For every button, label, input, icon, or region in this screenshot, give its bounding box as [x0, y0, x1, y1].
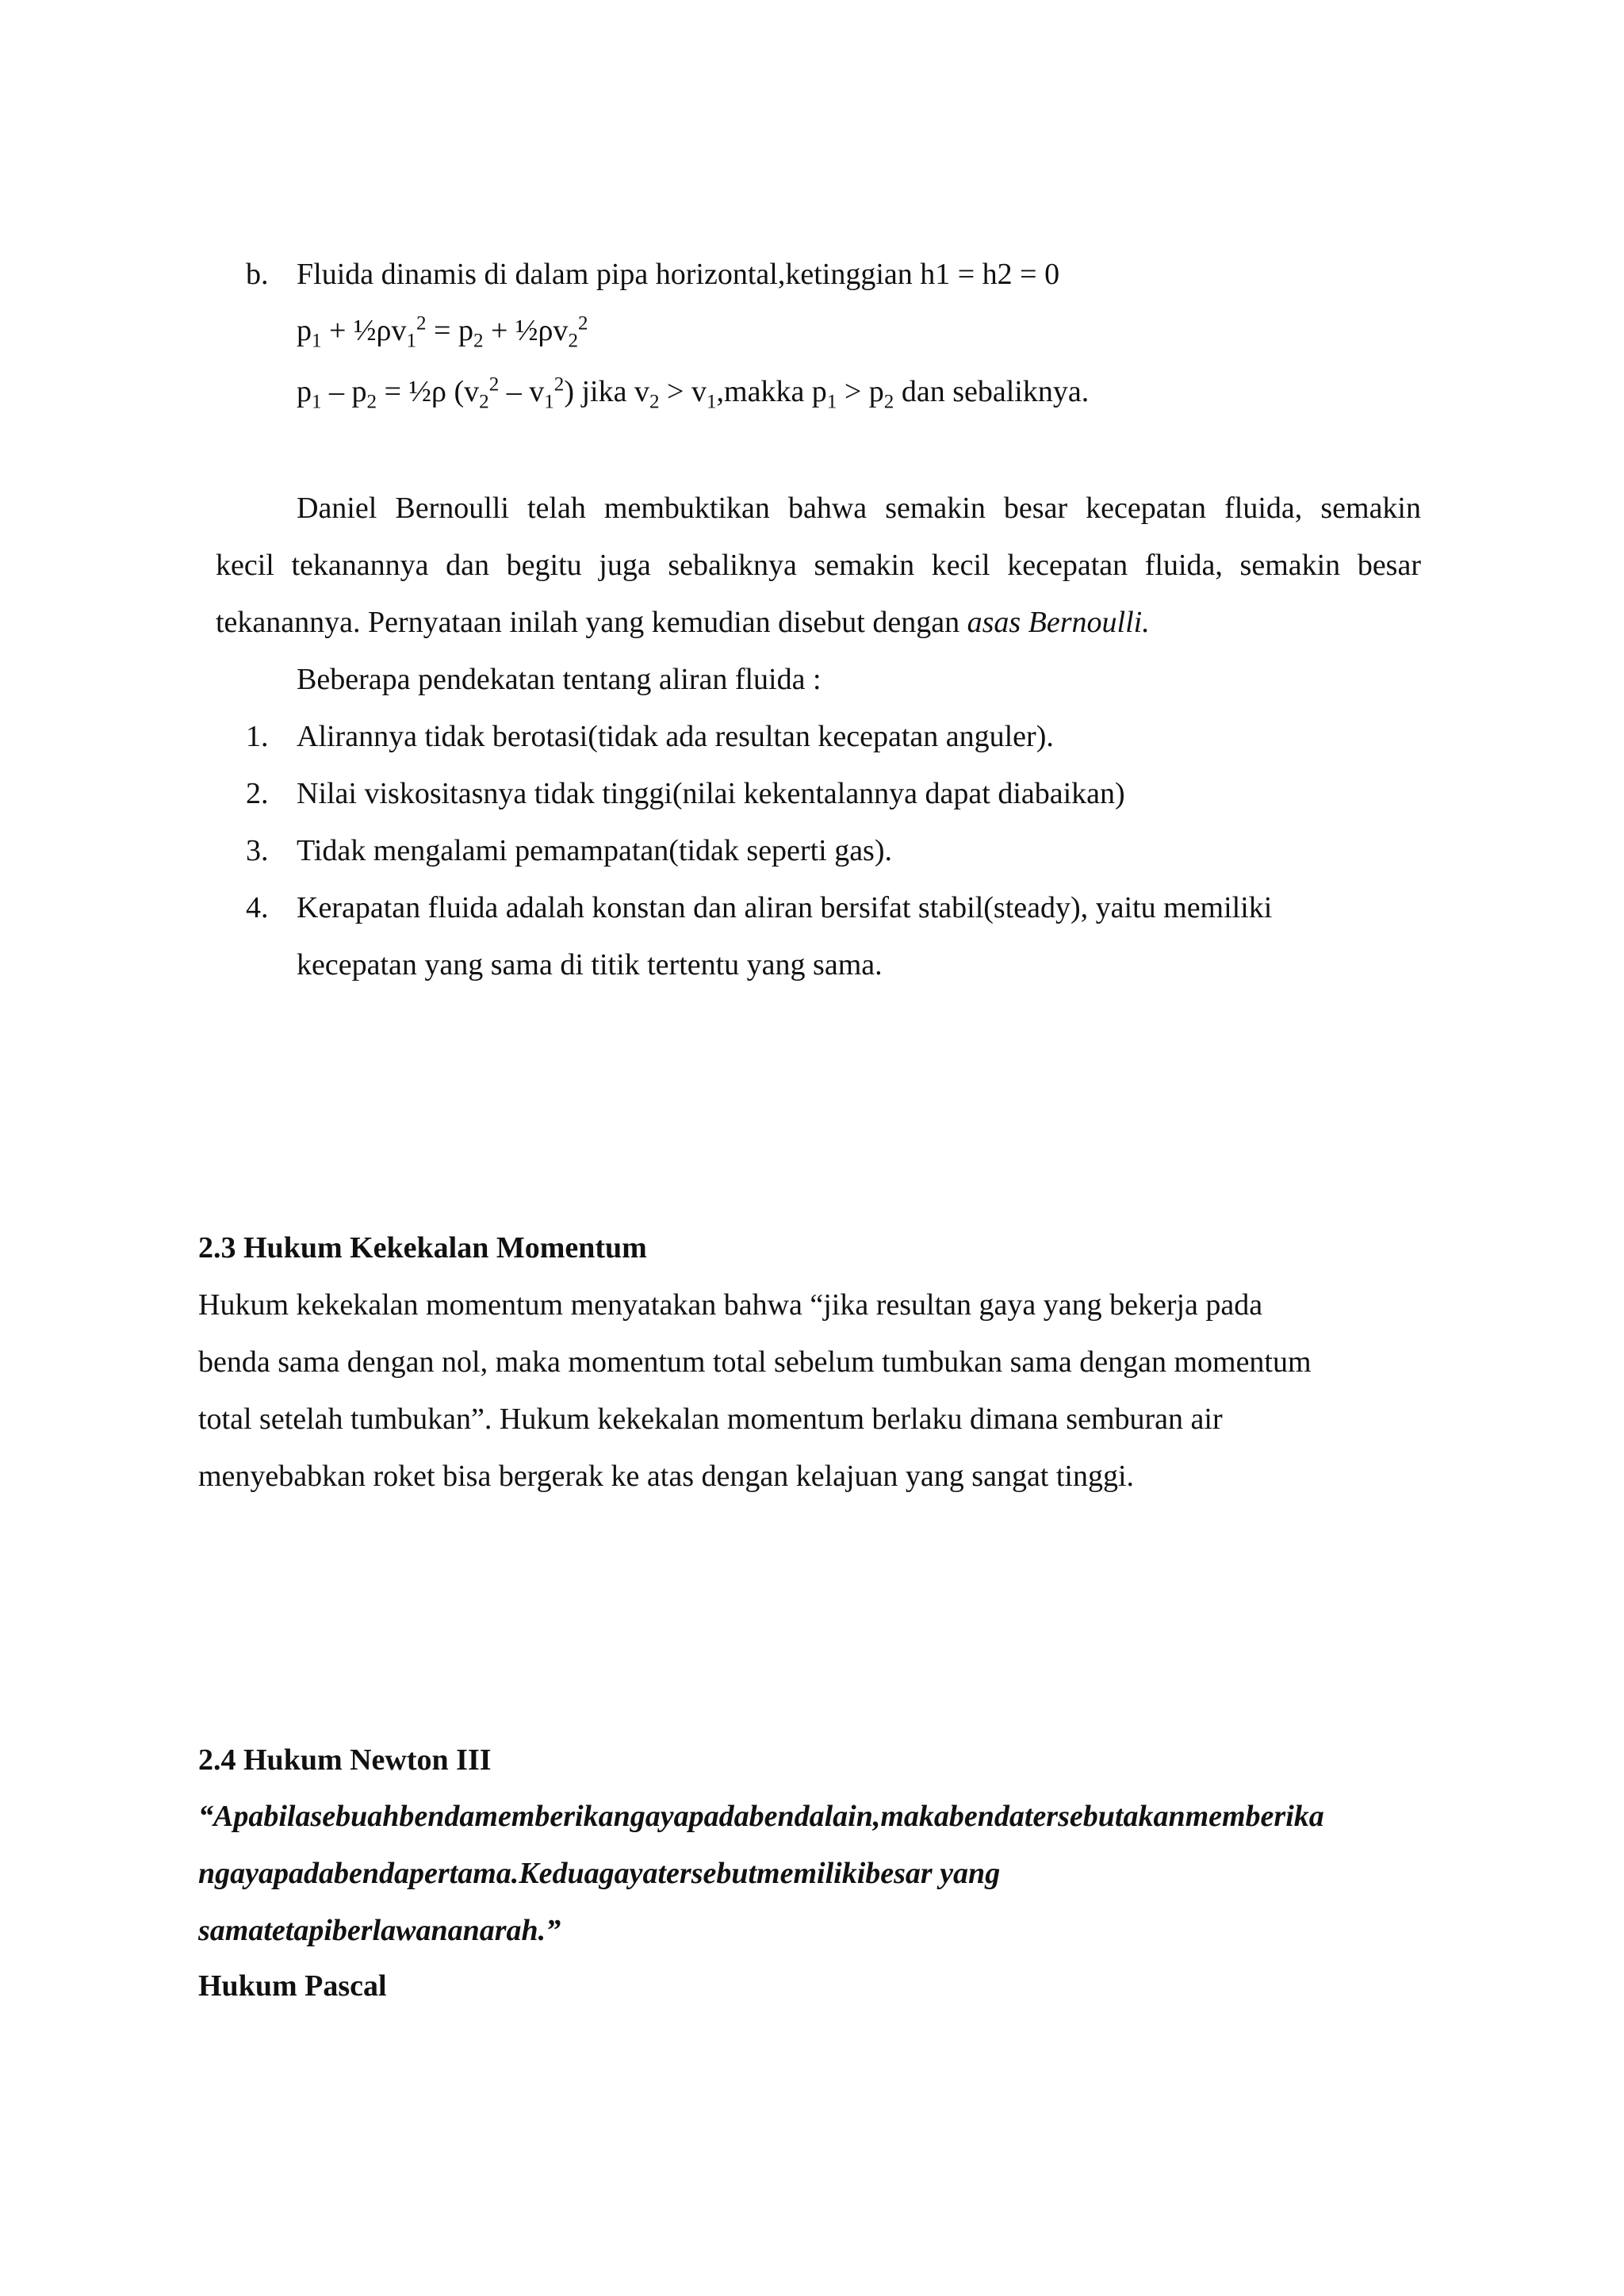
- bernoulli-paragraph-line-1: Daniel Bernoulli telah membuktikan bahwa semakin besar kecepatan fluida, semakin: [297, 492, 1421, 525]
- equation-1: $p_1$ + $\frac{1}{2}\rho v_1^2 = p_2$ + $\frac{1}{2}\rho v_2^2$: [297, 312, 588, 352]
- list-marker-b: b.: [246, 258, 269, 291]
- list-item: Kerapatan fluida adalah konstan dan aliran bersifat stabil(steady), yaitu memiliki: [297, 891, 1273, 924]
- list-item-continuation: kecepatan yang sama di titik tertentu yang sama.: [297, 948, 883, 982]
- list-item: Nilai viskositasnya tidak tinggi(nilai kekentalannya dapat diabaikan): [297, 777, 1125, 810]
- newton-quote-line-3: samatetapiberlawananarah.”: [198, 1914, 561, 1947]
- list-item-number: 4.: [246, 891, 269, 924]
- section-2-3-line-3: total setelah tumbukan”. Hukum kekekalan momentum berlaku dimana semburan air: [198, 1402, 1223, 1436]
- newton-quote-line-2: ngayapadabendapertama.Keduagayatersebutmemilikibesar yang: [198, 1857, 1001, 1890]
- pascal-heading: Hukum Pascal: [198, 1969, 387, 2003]
- list-item-number: 2.: [246, 777, 269, 810]
- approximation-intro: Beberapa pendekatan tentang aliran fluida :: [297, 663, 822, 696]
- section-2-3-line-4: menyebabkan roket bisa bergerak ke atas dengan kelajuan yang sangat tinggi.: [198, 1460, 1135, 1493]
- section-2-4-heading: 2.4 Hukum Newton III: [198, 1743, 492, 1777]
- asas-bernoulli-term: asas Bernoulli.: [967, 606, 1150, 639]
- section-b-title: Fluida dinamis di dalam pipa horizontal,ketinggian h1 = h2 = 0: [297, 258, 1060, 291]
- list-item-number: 1.: [246, 720, 269, 753]
- bernoulli-paragraph-line-2: kecil tekanannya dan begitu juga sebaliknya semakin kecil kecepatan fluida, semakin besar: [216, 549, 1421, 582]
- equation-2: $p_1 - p_2$ = ½ρ $(v_2^2 - v_1^2)$ jika $v_2$ > $v_1,makka$ $p_1 > p_2$ dan sebaliknya.: [297, 373, 1090, 413]
- section-2-3-line-1: Hukum kekekalan momentum menyatakan bahwa “jika resultan gaya yang bekerja pada: [198, 1288, 1263, 1322]
- section-2-3-heading: 2.3 Hukum Kekekalan Momentum: [198, 1231, 647, 1265]
- section-2-3-line-2: benda sama dengan nol, maka momentum total sebelum tumbukan sama dengan momentum: [198, 1345, 1312, 1379]
- bernoulli-paragraph-line-3: tekanannya. Pernyataan inilah yang kemudian disebut dengan asas Bernoulli.: [216, 606, 1150, 639]
- list-item: Tidak mengalami pemampatan(tidak seperti gas).: [297, 834, 893, 867]
- list-item-number: 3.: [246, 834, 269, 867]
- newton-quote-line-1: “Apabilasebuahbendamemberikangayapadabendalain,makabendatersebutakanmemberika: [198, 1800, 1324, 1833]
- list-item: Alirannya tidak berotasi(tidak ada resultan kecepatan anguler).: [297, 720, 1054, 753]
